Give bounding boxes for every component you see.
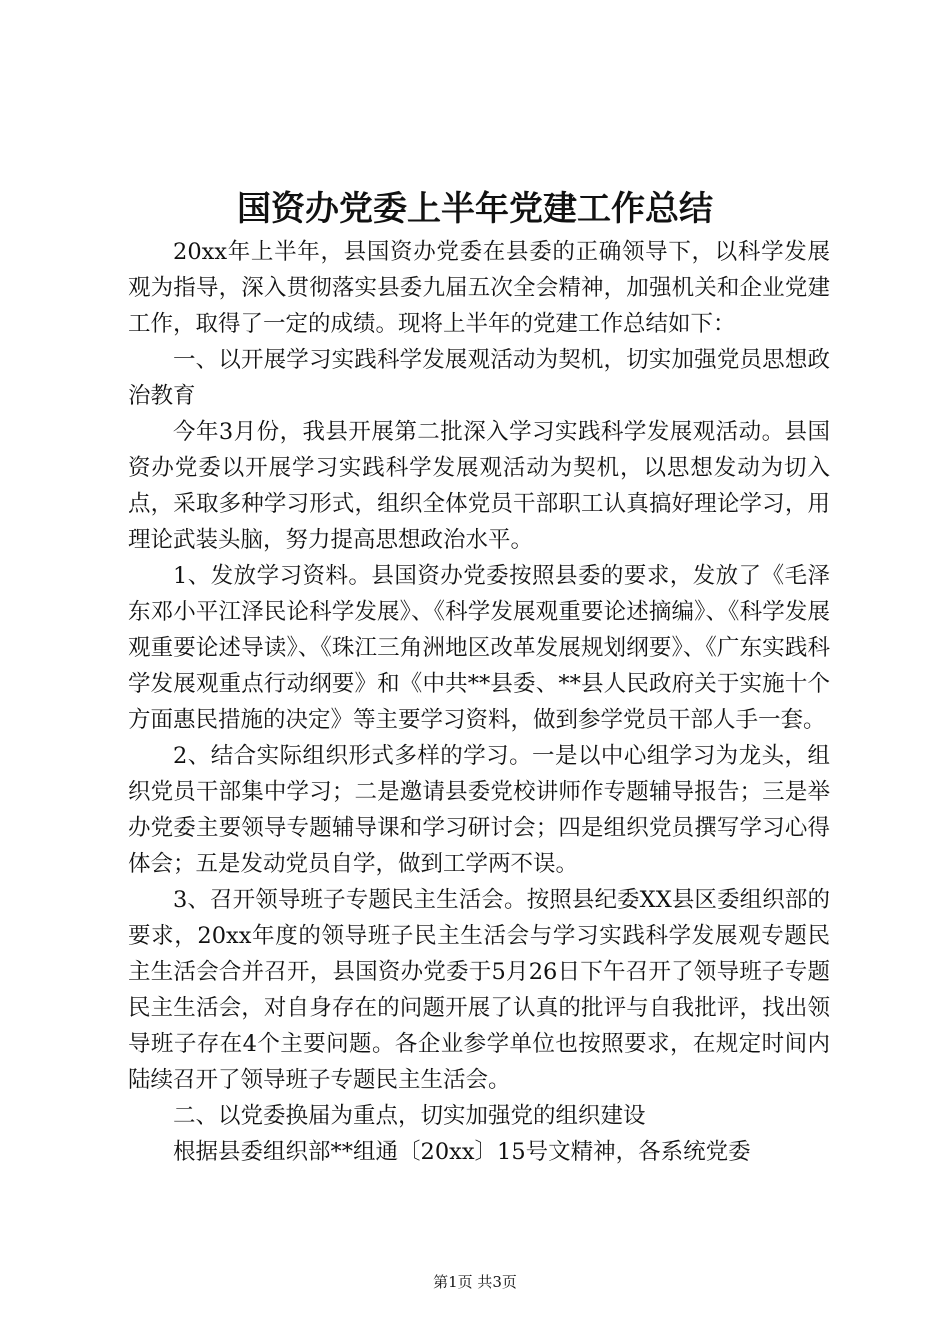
body-paragraph: 3、召开领导班子专题民主生活会。按照县纪委XX县区委组织部的要求，20xx年度的领导班子民主生活会与学习实践科学发展观专题民主生活会合并召开，县国资办党委于5月26日下午召开了领导班子专题民主生活会，对自身存在的问题开展了认真的批评与自我批评，找出领导班子存在4个主要问题。各企业参学单位也按照要求，在规定时间内陆续召开了领导班子专题民主生活会。 [128, 887, 830, 1093]
page-number-footer: 第1页 共3页 [433, 1273, 517, 1291]
section-heading-1: 一、以开展学习实践科学发展观活动为契机，切实加强党员思想政治教育 [128, 347, 830, 409]
section-heading-2: 二、以党委换届为重点，切实加强党的组织建设 [173, 1103, 646, 1129]
intro-paragraph: 20xx年上半年，县国资办党委在县委的正确领导下，以科学发展观为指导，深入贯彻落实县委九届五次全会精神，加强机关和企业党建工作，取得了一定的成绩。现将上半年的党建工作总结如下： [128, 239, 830, 337]
body-paragraph: 根据县委组织部**组通〔20xx〕15号文精神，各系统党委 [173, 1139, 751, 1165]
body-paragraph: 1、发放学习资料。县国资办党委按照县委的要求，发放了《毛泽东邓小平江泽民论科学发展》、《科学发展观重要论述摘编》、《科学发展观重要论述导读》、《珠江三角洲地区改革发展规划纲要》、《广东实践科学发展观重点行动纲要》和《中共**县委、**县人民政府关于实施十个方面惠民措施的决定》等主要学习资料，做到参学党员干部人手一套。 [128, 563, 830, 733]
document-body [128, 234, 830, 1170]
body-paragraph: 今年3月份，我县开展第二批深入学习实践科学发展观活动。县国资办党委以开展学习实践科学发展观活动为契机，以思想发动为切入点，采取多种学习形式，组织全体党员干部职工认真搞好理论学习，用理论武装头脑，努力提高思想政治水平。 [128, 419, 830, 553]
document-title: 国资办党委上半年党建工作总结 [237, 189, 713, 229]
body-paragraph: 2、结合实际组织形式多样的学习。一是以中心组学习为龙头，组织党员干部集中学习；二是邀请县委党校讲师作专题辅导报告；三是举办党委主要领导专题辅导课和学习研讨会；四是组织党员撰写学习心得体会；五是发动党员自学，做到工学两不误。 [128, 743, 830, 877]
